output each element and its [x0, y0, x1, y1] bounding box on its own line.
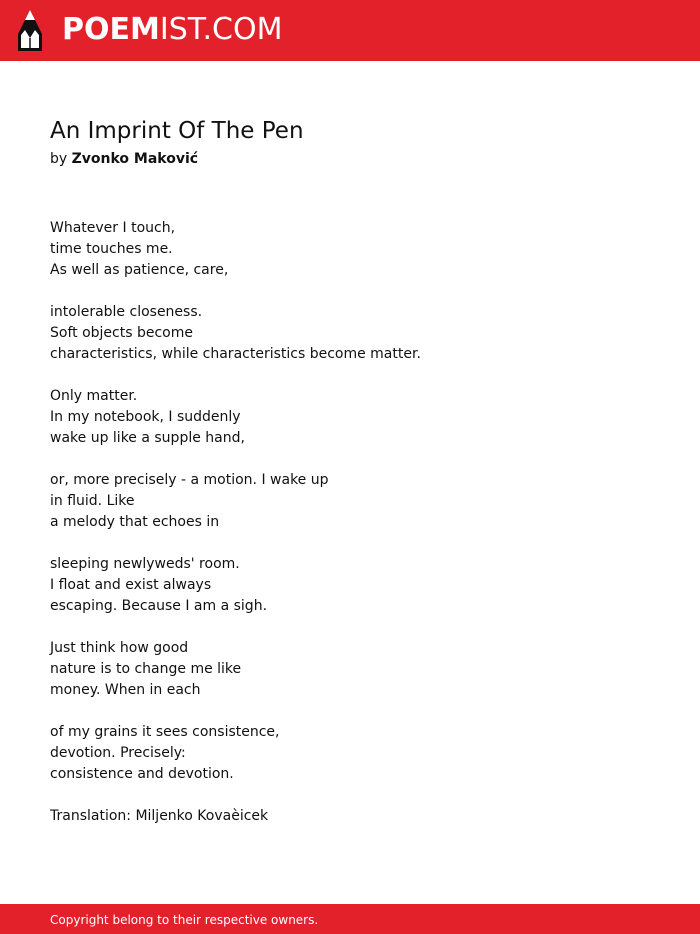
stanza-gap — [50, 449, 650, 470]
site-footer — [0, 904, 700, 934]
poem-body — [50, 218, 650, 827]
poem-line: I float and exist always — [50, 577, 212, 593]
poem-line: sleeping newlyweds' room. — [50, 556, 240, 572]
poem-stanza — [50, 386, 650, 449]
poem-line: characteristics, while characteristics become matter. — [50, 346, 421, 362]
poem-stanza — [50, 806, 650, 827]
stanza-gap — [50, 785, 650, 806]
poem-line: Soft objects become — [50, 325, 193, 341]
poem-line: or, more precisely - a motion. I wake up — [50, 472, 329, 488]
poem-line: Whatever I touch, — [50, 220, 176, 236]
poem-line: Only matter. — [50, 388, 138, 404]
stanza-gap — [50, 617, 650, 638]
poem-line: money. When in each — [50, 682, 201, 698]
poem-line: escaping. Because I am a sigh. — [50, 598, 268, 614]
site-header — [0, 0, 700, 61]
poem-line: In my notebook, I suddenly — [50, 409, 241, 425]
poem-line: wake up like a supple hand, — [50, 430, 245, 446]
copyright-text: Copyright belong to their respective owners. — [50, 913, 319, 927]
poem-stanza — [50, 722, 650, 785]
stanza-gap — [50, 701, 650, 722]
poem-stanza — [50, 470, 650, 533]
stanza-gap — [50, 365, 650, 386]
poem-line: a melody that echoes in — [50, 514, 220, 530]
author-missing-glyph: ć — [189, 151, 199, 167]
poem-stanza — [50, 638, 650, 701]
poem-line: As well as patience, care, — [50, 262, 229, 278]
poem-stanza — [50, 218, 650, 281]
poem-line: Translation: Miljenko Kovaèicek — [50, 808, 269, 824]
poem-stanza — [50, 302, 650, 365]
logo-light-text: IST.COM — [159, 12, 283, 47]
poem-byline — [50, 148, 198, 170]
pencil-tip-icon[interactable] — [17, 9, 43, 52]
poem-line: Just think how good — [50, 640, 189, 656]
logo-bold-text: POEM — [62, 12, 160, 47]
poem-line: intolerable closeness. — [50, 304, 203, 320]
poem-title: An Imprint Of The Pen — [50, 118, 304, 144]
stanza-gap — [50, 281, 650, 302]
poem-line: of my grains it sees consistence, — [50, 724, 280, 740]
poem-line: in fluid. Like — [50, 493, 135, 509]
by-label: by — [50, 151, 68, 167]
poem-line: devotion. Precisely: — [50, 745, 186, 761]
poem-line: time touches me. — [50, 241, 173, 257]
site-logo[interactable] — [62, 12, 282, 48]
poem-line: nature is to change me like — [50, 661, 242, 677]
stanza-gap — [50, 533, 650, 554]
author-name: Zvonko Makovi — [71, 151, 190, 167]
poem-line: consistence and devotion. — [50, 766, 234, 782]
poem-stanza — [50, 554, 650, 617]
